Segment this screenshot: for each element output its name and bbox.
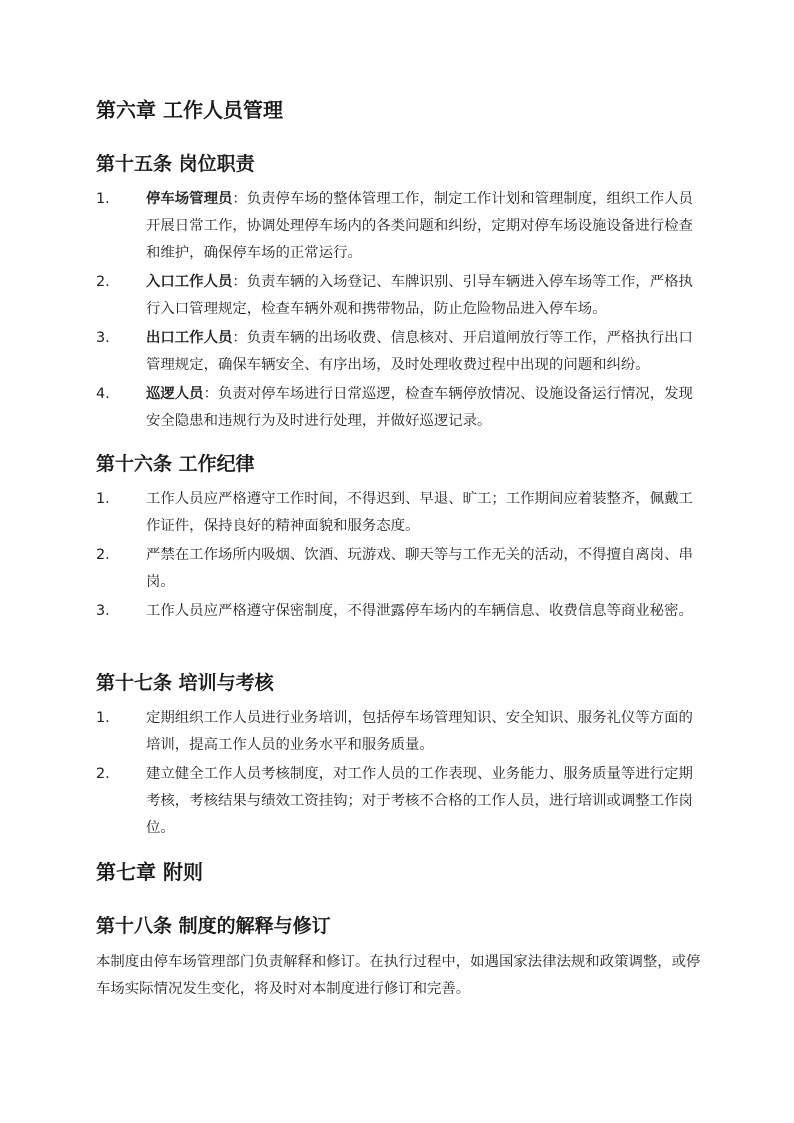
list-text: ：负责停车场的整体管理工作，制定工作计划和管理制度，组织工作人员开展日常工作，协调处理停车场内的各类问题和纠纷，定期对停车场设施设备进行检查和维护，确保停车场的正常运行。 — [146, 191, 693, 261]
chapter-7-title: 第七章 附则 — [96, 860, 203, 884]
list-text: 定期组织工作人员进行业务培训，包括停车场管理知识、安全知识、服务礼仪等方面的培训，提高工作人员的业务水平和服务质量。 — [146, 710, 693, 753]
list-item — [96, 325, 700, 379]
role-term: 入口工作人员 — [146, 274, 233, 290]
list-item — [96, 381, 700, 435]
role-term: 停车场管理员 — [146, 191, 233, 207]
list-number: 2. — [96, 274, 110, 290]
list-number: 1. — [96, 710, 110, 726]
list-item — [96, 761, 700, 842]
chapter-6-title: 第六章 工作人员管理 — [96, 98, 283, 122]
list-text: 严禁在工作场所内吸烟、饮酒、玩游戏、聊天等与工作无关的活动，不得擅自离岗、串岗。 — [146, 547, 693, 590]
list-number: 2. — [96, 766, 110, 782]
article-17-list — [96, 705, 700, 844]
article-15-list — [96, 186, 700, 437]
article-17-title: 第十七条 培训与考核 — [96, 672, 274, 694]
article-16-title: 第十六条 工作纪律 — [96, 453, 255, 475]
list-number: 1. — [96, 491, 110, 507]
list-item — [96, 598, 700, 625]
list-number: 3. — [96, 330, 110, 346]
article-15-title: 第十五条 岗位职责 — [96, 153, 255, 175]
list-item — [96, 269, 700, 323]
list-number: 2. — [96, 547, 110, 563]
article-18-paragraph: 本制度由停车场管理部门负责解释和修订。在执行过程中，如遇国家法律法规和政策调整，或停车场实际情况发生变化，将及时对本制度进行修订和完善。 — [96, 954, 701, 997]
list-text: 工作人员应严格遵守工作时间，不得迟到、早退、旷工；工作期间应着装整齐，佩戴工作证件，保持良好的精神面貌和服务态度。 — [146, 491, 693, 534]
article-18-title: 第十八条 制度的解释与修订 — [96, 915, 331, 937]
role-term: 巡逻人员 — [146, 386, 204, 402]
list-item — [96, 542, 700, 596]
article-16-list — [96, 486, 700, 627]
list-text: ：负责车辆的出场收费、信息核对、开启道闸放行等工作，严格执行出口管理规定，确保车辆安全、有序出场，及时处理收费过程中出现的问题和纠纷。 — [146, 330, 693, 373]
list-item — [96, 705, 700, 759]
list-number: 1. — [96, 191, 110, 207]
list-text: ：负责车辆的入场登记、车牌识别、引导车辆进入停车场等工作，严格执行入口管理规定，检查车辆外观和携带物品，防止危险物品进入停车场。 — [146, 274, 693, 317]
list-text: 建立健全工作人员考核制度，对工作人员的工作表现、业务能力、服务质量等进行定期考核，考核结果与绩效工资挂钩；对于考核不合格的工作人员，进行培训或调整工作岗位。 — [146, 766, 693, 836]
list-number: 3. — [96, 603, 110, 619]
list-text: ：负责对停车场进行日常巡逻，检查车辆停放情况、设施设备运行情况，发现安全隐患和违规行为及时进行处理，并做好巡逻记录。 — [146, 386, 693, 429]
list-item — [96, 486, 700, 540]
list-item — [96, 186, 700, 267]
list-text: 工作人员应严格遵守保密制度，不得泄露停车场内的车辆信息、收费信息等商业秘密。 — [146, 603, 693, 619]
role-term: 出口工作人员 — [146, 330, 233, 346]
list-number: 4. — [96, 386, 110, 402]
